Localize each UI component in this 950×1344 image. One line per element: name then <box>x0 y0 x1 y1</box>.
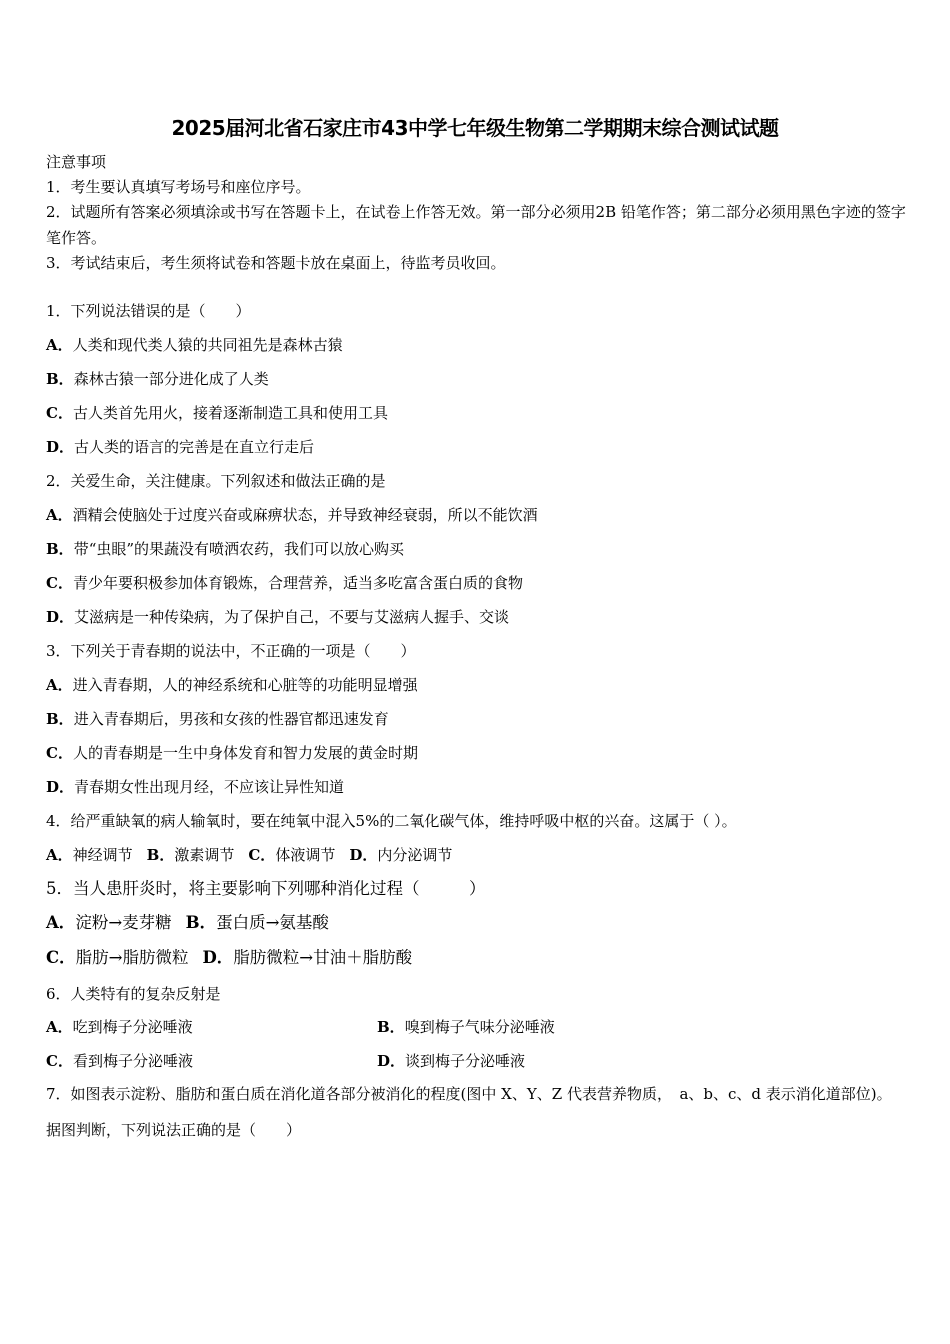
question-2-stem: 2．关爱生命，关注健康。下列叙述和做法正确的是 <box>46 472 386 490</box>
question-5-stem: 5．当人患肝炎时，将主要影响下列哪种消化过程（ ） <box>46 879 486 898</box>
option-text: 进入青春期后，男孩和女孩的性器官都迅速发育 <box>73 710 389 728</box>
option-text: 古人类首先用火，接着逐渐制造工具和使用工具 <box>72 404 388 422</box>
option-letter: C． <box>46 744 73 762</box>
q6-option-a <box>46 1017 193 1037</box>
question-7-stem: 7．如图表示淀粉、脂肪和蛋白质在消化道各部分被消化的程度(图中 X、Y、Z 代表营养物质， a、b、c、d 表示消化道部位)。据图判断，下列说法正确的是（ ） <box>46 1085 892 1139</box>
option-letter: C． <box>46 404 73 422</box>
option-letter: D． <box>349 846 378 864</box>
option-text: 脂肪→脂肪微粒 <box>75 948 189 967</box>
option-letter: C． <box>248 846 276 864</box>
option-letter: C． <box>46 948 76 967</box>
option-letter: C． <box>46 1052 73 1070</box>
option-text: 吃到梅子分泌唾液 <box>72 1018 193 1036</box>
option-letter: B． <box>377 1018 405 1036</box>
option-text: 艾滋病是一种传染病，为了保护自己，不要与艾滋病人握手、交谈 <box>74 608 510 626</box>
option-text: 酒精会使脑处于过度兴奋或麻痹状态，并导致神经衰弱，所以不能饮酒 <box>72 506 538 524</box>
q3-option-b <box>46 709 389 729</box>
option-text: 青春期女性出现月经，不应该让异性知道 <box>74 778 345 796</box>
option-text: 蛋白质→氨基酸 <box>216 913 329 932</box>
option-letter: A． <box>46 846 73 864</box>
question-1-stem: 1．下列说法错误的是（ ） <box>46 302 251 320</box>
option-letter: B． <box>146 846 175 864</box>
option-letter: A． <box>46 913 76 932</box>
option-letter: B． <box>46 540 74 558</box>
q1-option-d <box>46 437 314 457</box>
option-text: 森林古猿一部分进化成了人类 <box>73 370 269 388</box>
option-letter: D． <box>377 1052 406 1070</box>
option-text: 青少年要积极参加体育锻炼，合理营养，适当多吃富含蛋白质的食物 <box>72 574 523 592</box>
option-letter: D． <box>202 948 234 967</box>
q2-option-b <box>46 539 404 559</box>
option-text: 人的青春期是一生中身体发育和智力发展的黄金时期 <box>72 744 418 762</box>
option-text: 进入青春期，人的神经系统和心脏等的功能明显增强 <box>72 676 418 694</box>
notice-heading: 注意事项 <box>46 153 107 171</box>
notice-item-2: 2．试题所有答案必须填涂或书写在答题卡上，在试卷上作答无效。第一部分必须用2B 铅笔作答；第二部分必须用黑色字迹的签字笔作答。 <box>46 203 906 247</box>
notice-item-1: 1．考生要认真填写考场号和座位序号。 <box>46 178 311 196</box>
option-letter: C． <box>46 574 73 592</box>
q2-option-d <box>46 607 509 627</box>
option-text: 谈到梅子分泌唾液 <box>405 1052 526 1070</box>
q3-option-c <box>46 743 418 763</box>
question-4-stem: 4．给严重缺氧的病人输氧时，要在纯氧中混入5%的二氧化碳气体，维持呼吸中枢的兴奋。这属于（ ）。 <box>46 812 737 830</box>
q1-option-a <box>46 335 343 355</box>
q1-option-b <box>46 369 269 389</box>
option-letter: A． <box>46 336 73 354</box>
option-letter: A． <box>46 506 73 524</box>
q6-option-c <box>46 1051 193 1071</box>
option-letter: D． <box>46 778 75 796</box>
option-text: 看到梅子分泌唾液 <box>72 1052 193 1070</box>
q6-option-d <box>377 1051 525 1071</box>
option-text: 体液调节 <box>275 846 336 864</box>
notice-item-3: 3．考试结束后，考生须将试卷和答题卡放在桌面上，待监考员收回。 <box>46 254 506 272</box>
q3-option-d <box>46 777 344 797</box>
option-letter: B． <box>185 913 217 932</box>
option-text: 内分泌调节 <box>377 846 453 864</box>
question-3-stem: 3．下列关于青春期的说法中，不正确的一项是（ ） <box>46 642 416 660</box>
page-title: 2025届河北省石家庄市43中学七年级生物第二学期期末综合测试试题 <box>171 116 779 140</box>
q5-options-ab <box>46 913 329 933</box>
option-text: 淀粉→麦芽糖 <box>75 913 172 932</box>
option-text: 古人类的语言的完善是在直立行走后 <box>74 438 315 456</box>
option-text: 带“虫眼”的果蔬没有喷洒农药，我们可以放心购买 <box>73 540 405 558</box>
option-text: 神经调节 <box>72 846 133 864</box>
q2-option-c <box>46 573 523 593</box>
option-letter: D． <box>46 608 75 626</box>
option-text: 嗅到梅子气味分泌唾液 <box>404 1018 555 1036</box>
option-letter: A． <box>46 676 73 694</box>
option-letter: B． <box>46 710 74 728</box>
q6-option-b <box>377 1017 555 1037</box>
q5-options-cd <box>46 948 412 968</box>
option-letter: B． <box>46 370 74 388</box>
q4-options <box>46 845 452 865</box>
question-6-stem: 6．人类特有的复杂反射是 <box>46 985 221 1003</box>
option-text: 激素调节 <box>174 846 235 864</box>
q1-option-c <box>46 403 388 423</box>
option-letter: A． <box>46 1018 73 1036</box>
option-letter: D． <box>46 438 75 456</box>
q3-option-a <box>46 675 418 695</box>
q2-option-a <box>46 505 538 525</box>
option-text: 脂肪微粒→甘油＋脂肪酸 <box>233 948 413 967</box>
option-text: 人类和现代类人猿的共同祖先是森林古猿 <box>72 336 343 354</box>
